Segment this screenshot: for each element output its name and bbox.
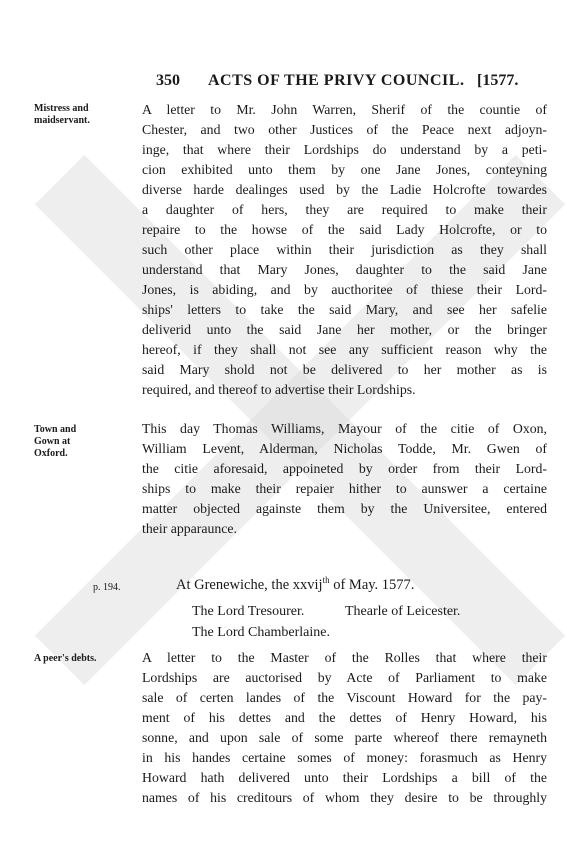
text-line: such other place within their jurisdiction as they shall [142,242,547,257]
text-line: in his handes certaine somes of money: forasmuch as Henry [142,750,547,765]
text-line: William Levent, Alderman, Nicholas Todde, Mr. Gwen of [142,441,547,456]
meeting-heading: At Grenewiche, the xxvij$^{th}$ of May. 1577. [176,575,415,593]
entry-paragraph-1 [142,100,547,400]
entry-paragraph-2 [142,419,547,539]
text-line: matter objected againste them by the Universitee, entered [142,501,547,516]
running-title: ACTS OF THE PRIVY COUNCIL. [208,72,465,89]
page-number: 350 [156,72,180,89]
text-line: ships' letters to take the said Mary, and see her safelie [142,302,547,317]
text-line: understand that Mary Jones, daughter to the said Jane [142,262,547,277]
text-line: A letter to the Master of the Rolles that where their [142,650,547,665]
sidenote-mistress: Mistress and maidservant. [34,103,90,126]
text-line: Chester, and two other Justices of the Peace next adjoyn- [142,122,547,137]
sidenote-town-gown: Town and Gown at Oxford. [34,424,77,459]
text-line: This day Thomas Williams, Mayour of the citie of Oxon, [142,421,547,436]
text-line: their apparaunce. [142,521,237,536]
text-line: cion exhibited unto them by one Jane Jones, conteyning [142,162,547,177]
sidenote-peers-debts: A peer's debts. [34,653,97,664]
text-line: A letter to Mr. John Warren, Sherif of the countie of [142,102,547,117]
text-line: a daughter of hers, they are required to make their [142,202,547,217]
text-line: Lordships are auctorised by Acte of Parliament to make [142,670,547,685]
text-line: repaire to the howse of the said Lady Holcrofte, or to [142,222,547,237]
text-line: diverse harde dealinges used by the Ladie Holcrofte towardes [142,182,547,197]
text-line: ships to make their repaier hither to aunswer a certaine [142,481,547,496]
entry-paragraph-3 [142,648,547,808]
text-line: Howard hath delivered unto their Lordships a bill of the [142,770,547,785]
text-line: inge, that where their Lordships do understand by a peti- [142,142,547,157]
text-line: deliverid unto the said Jane her mother, or the bringer [142,322,547,337]
attendee: The Lord Chamberlaine. [192,625,331,640]
text-line: ment of his dettes and the dettes of Henry Howard, his [142,710,547,725]
text-line: sonne, and upon sale of some parte whereof there remayneth [142,730,547,745]
running-year: [1577. [477,72,519,89]
text-line: names of his creditours of whom they desire to be throughly [142,790,547,805]
folio-reference: p. 194. [93,582,121,593]
running-header [0,72,567,96]
text-line: Jones, is abiding, and by aucthoritee of thiese their Lord- [142,282,547,297]
attendee: Thearle of Leicester. [345,604,461,619]
text-line: said Mary shold not be delivered to her mother as is [142,362,547,377]
text-line: required, and thereof to advertise their Lordships. [142,382,416,397]
text-line: sale of certen landes of the Viscount Howard for the pay- [142,690,547,705]
attendee: The Lord Tresourer. [192,604,305,619]
text-line: hereof, if they shall not see any sufficient reason why the [142,342,547,357]
text-line: the citie aforesaid, appoineted by order from their Lord- [142,461,547,476]
